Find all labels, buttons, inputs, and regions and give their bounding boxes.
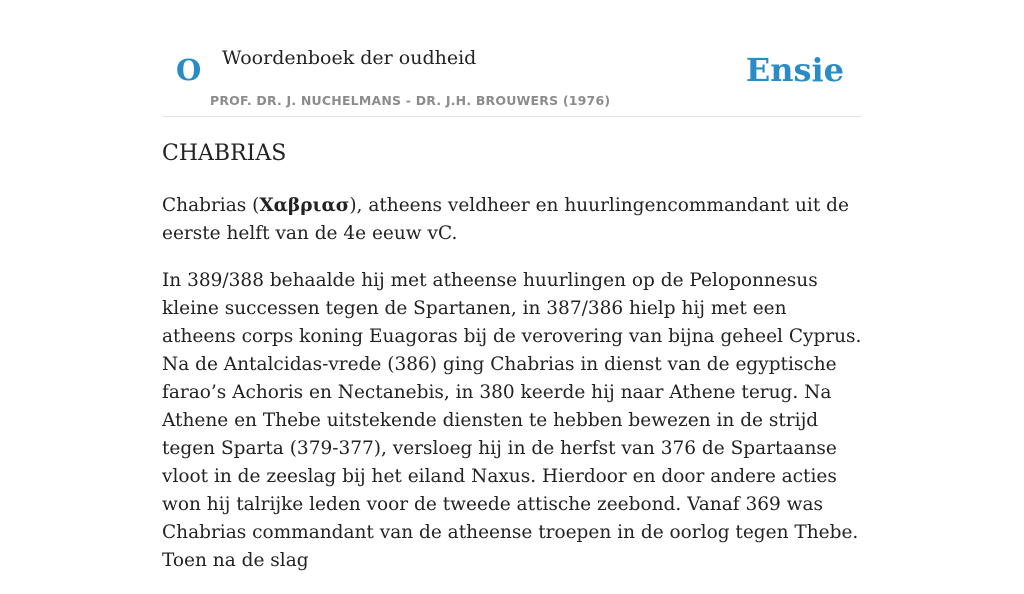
ensie-logo[interactable]: Ensie <box>745 51 844 89</box>
entry-title: CHABRIAS <box>162 141 287 166</box>
intro-text-after: ), atheens veldheer en huurlingencommandant uit de eerste helft van de 4e eeuw vC. <box>162 195 849 244</box>
entry-history-paragraph: In 389/388 behaalde hij met atheense huurlingen op de Peloponnesus kleine successen tegen de Spartanen, in 387/386 hielp hij met een atheens corps koning Euagoras bij de verovering van bijna geheel Cyprus. Na de Antalcidas-vrede (386) ging Chabrias in dienst van de egyptische farao’s Achoris en Nectanebis, in 380 keerde hij naar Athene terug. Na Athene en Thebe uitstekende diensten te hebben bewezen in de strijd tegen Sparta (379-377), versloeg hij in de herfst van 376 de Spartaanse vloot in de zeeslag bij het eiland Naxus. Hierdoor en door andere acties won hij talrijke leden voor de tweede attische zeebond. Vanaf 369 was Chabrias commandant van de atheense troepen in de oorlog tegen Thebe. Toen na de slag <box>162 270 862 571</box>
book-title[interactable]: Woordenboek der oudheid <box>222 47 477 69</box>
intro-text-before: Chabrias ( <box>162 195 260 216</box>
index-letter[interactable]: O <box>176 53 202 87</box>
greek-name: Χαβριασ <box>259 195 350 216</box>
entry-body <box>162 192 862 594</box>
dictionary-header <box>162 0 862 117</box>
page <box>162 0 862 571</box>
entry-intro-paragraph <box>162 192 862 248</box>
book-authors: PROF. DR. J. NUCHELMANS - DR. J.H. BROUWERS (1976) <box>210 93 611 108</box>
